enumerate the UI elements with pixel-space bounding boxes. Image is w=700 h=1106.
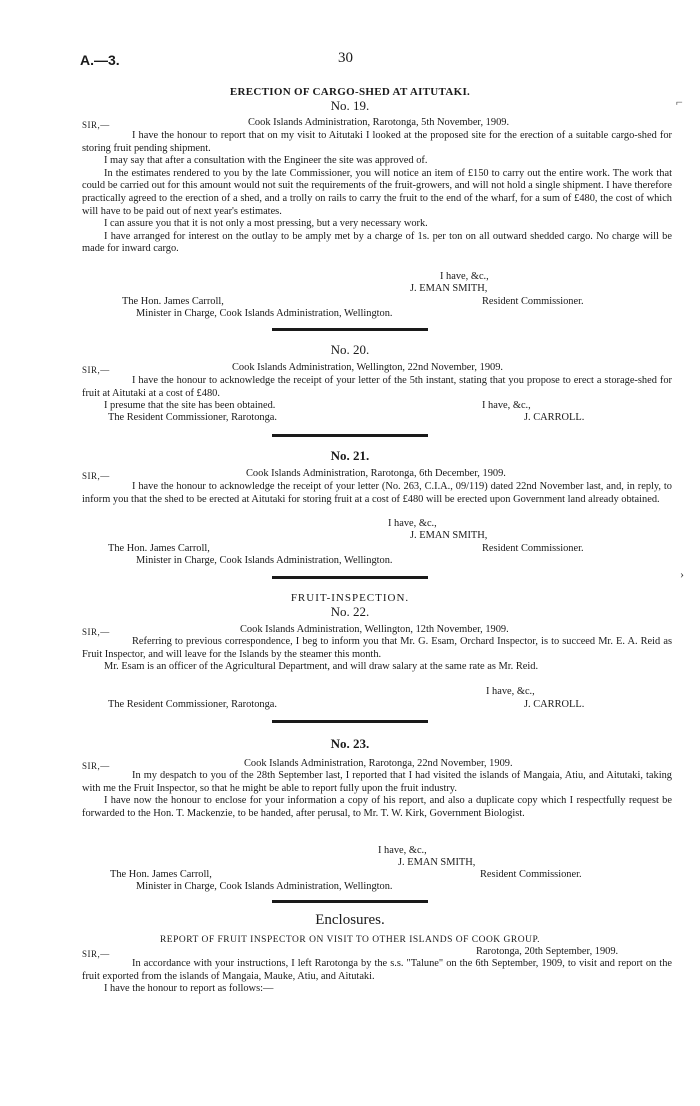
signature: J. EMAN SMITH, bbox=[410, 283, 488, 294]
letter-body-23 bbox=[82, 770, 672, 820]
section-rule bbox=[272, 720, 428, 723]
section-rule bbox=[272, 900, 428, 903]
enclosures-subtitle: REPORT OF FRUIT INSPECTOR ON VISIT TO OTHER ISLANDS OF COOK GROUP. bbox=[159, 935, 541, 945]
dateline: Cook Islands Administration, Rarotonga, 5th November, 1909. bbox=[248, 117, 510, 128]
paragraph: Referring to previous correspondence, I beg to inform you that Mr. G. Esam, Orchard Inspector, is to succeed Mr. E. A. Reid as Fruit Inspector, and will leave for the Islands by the steamer this month. bbox=[82, 636, 672, 660]
addressee: The Resident Commissioner, Rarotonga. bbox=[108, 412, 277, 423]
letter-body-19 bbox=[82, 130, 672, 256]
salutation: SIR,— bbox=[82, 120, 110, 130]
addressee-title: Minister in Charge, Cook Islands Administration, Wellington. bbox=[136, 881, 393, 892]
letter-number-22: No. 22. bbox=[330, 604, 370, 619]
salutation: SIR,— bbox=[82, 761, 110, 771]
paragraph: I have arranged for interest on the outlay to be amply met by a charge of 1s. per ton on all outward shedded cargo. No charge will be made for inward cargo. bbox=[82, 230, 672, 255]
paragraph: I presume that the site has been obtained. bbox=[104, 400, 276, 412]
paragraph: I have now the honour to enclose for your information a copy of his report, and also a duplicate copy which I respectfully request be forwarded to the Hon. T. Mackenzie, to be handed, after perusal, to Mr. T. W. Kirk, Government Biologist. bbox=[82, 795, 672, 819]
salutation: SIR,— bbox=[82, 365, 110, 375]
paragraph: Mr. Esam is an officer of the Agricultural Department, and will draw salary at the same rate as Mr. Reid. bbox=[104, 661, 539, 673]
paragraph: In my despatch to you of the 28th September last, I reported that I had visited the islands of Mangaia, Atiu, and Aitutaki, taking with me the Fruit Inspector, so that he might be able to report fully upon the fruit industry. bbox=[82, 770, 672, 794]
letter-body-22 bbox=[82, 636, 672, 674]
dateline: Rarotonga, 20th September, 1909. bbox=[476, 946, 619, 957]
salutation: SIR,— bbox=[82, 627, 110, 637]
dateline: Cook Islands Administration, Rarotonga, 22nd November, 1909. bbox=[244, 758, 513, 769]
margin-mark: › bbox=[680, 567, 684, 581]
paragraph: I have the honour to report that on my visit to Aitutaki I looked at the proposed site for the erection of a suitable cargo-shed for storing fruit pending shipment. bbox=[82, 130, 672, 154]
enclosure-body bbox=[82, 958, 672, 996]
paragraph: I have the honour to acknowledge the receipt of your letter (No. 263, C.I.A., 09/119) dated 22nd November last, and, in reply, to inform you that the shed to be erected at Aitutaki for storing fruit at a cost of £480 will be erected upon Government land already obtained. bbox=[82, 481, 672, 505]
closing: I have, &c., bbox=[482, 400, 531, 411]
closing: I have, &c., bbox=[378, 845, 427, 856]
margin-mark: ⌐ bbox=[676, 95, 683, 109]
salutation: SIR,— bbox=[82, 949, 110, 959]
closing: I have, &c., bbox=[486, 686, 535, 697]
signature: J. EMAN SMITH, bbox=[410, 530, 488, 541]
addressee-title: Minister in Charge, Cook Islands Administration, Wellington. bbox=[136, 555, 393, 566]
paragraph: In accordance with your instructions, I left Rarotonga by the s.s. "Talune" on the 6th September, 1909, to visit and report on the fruit exported from the islands of Mangaia, Mauke, Atiu, and Aitutaki. bbox=[82, 958, 672, 982]
letter-number-20: No. 20. bbox=[330, 342, 370, 357]
addressee: The Hon. James Carroll, bbox=[110, 869, 212, 880]
section-rule bbox=[272, 328, 428, 331]
paragraph: In the estimates rendered to you by the late Commissioner, you will notice an item of £150 to carry out the entire work. The work that could be carried out for this amount would not suit the requirements of the fruit-growers, and will not hold a single shipment. I have therefore practically agreed to the erection of a shed, and a trolly on rails to carry the fruit to the end of the wharf, for a sum of £480, the cost of which will have to be paid out of next year's estimates. bbox=[82, 167, 672, 217]
section-title-fruit-inspection: FRUIT-INSPECTION. bbox=[290, 592, 410, 604]
addressee: The Resident Commissioner, Rarotonga. bbox=[108, 699, 277, 710]
enclosures-title: Enclosures. bbox=[315, 912, 385, 928]
page-number: 30 bbox=[338, 50, 353, 66]
section-rule bbox=[272, 434, 428, 437]
closing: I have, &c., bbox=[440, 271, 489, 282]
addressee: The Hon. James Carroll, bbox=[108, 543, 210, 554]
signature: J. EMAN SMITH, bbox=[398, 857, 476, 868]
signature-title: Resident Commissioner. bbox=[482, 543, 584, 554]
addressee-title: Minister in Charge, Cook Islands Administration, Wellington. bbox=[136, 308, 393, 319]
paragraph: I may say that after a consultation with the Engineer the site was approved of. bbox=[104, 155, 428, 167]
signature: J. CARROLL. bbox=[524, 412, 585, 423]
signature-title: Resident Commissioner. bbox=[482, 296, 584, 307]
letter-number-23: No. 23. bbox=[330, 736, 370, 751]
paragraph: I can assure you that it is not only a most pressing, but a very necessary work. bbox=[104, 218, 428, 230]
closing: I have, &c., bbox=[388, 518, 437, 529]
letter-number-21: No. 21. bbox=[330, 448, 370, 463]
letter-body-20 bbox=[82, 375, 672, 413]
page-reference: A.—3. bbox=[80, 52, 120, 68]
dateline: Cook Islands Administration, Wellington, 22nd November, 1909. bbox=[232, 362, 504, 373]
signature-title: Resident Commissioner. bbox=[480, 869, 582, 880]
signature: J. CARROLL. bbox=[524, 699, 585, 710]
paragraph: I have the honour to report as follows:— bbox=[104, 983, 274, 995]
addressee: The Hon. James Carroll, bbox=[122, 296, 224, 307]
dateline: Cook Islands Administration, Rarotonga, 6th December, 1909. bbox=[246, 468, 506, 479]
letter-body-21 bbox=[82, 481, 672, 506]
section-rule bbox=[272, 576, 428, 579]
letter-number-19: No. 19. bbox=[330, 98, 370, 113]
paragraph: I have the honour to acknowledge the receipt of your letter of the 5th instant, stating that you propose to erect a storage-shed for fruit at Aitutaki at a cost of £480. bbox=[82, 375, 672, 399]
section-title: ERECTION OF CARGO-SHED AT AITUTAKI. bbox=[229, 86, 471, 98]
dateline: Cook Islands Administration, Wellington, 12th November, 1909. bbox=[240, 624, 509, 635]
salutation: SIR,— bbox=[82, 471, 110, 481]
